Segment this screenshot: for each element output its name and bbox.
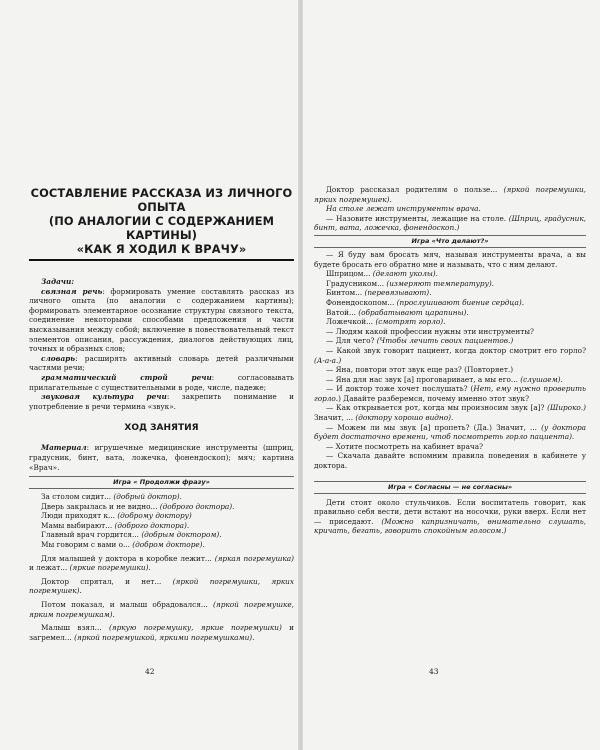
task-label: связная речь [41,286,103,296]
material-text: : игрушечные медицинские инструменты (шприц, градусник, бинт, вата, ложечка, фонендоскоп); мяч; картина «Врач». [29,443,294,472]
title-underline [29,259,294,261]
game-rule-bottom [29,488,294,489]
exercise-line: Ложечкой... (смотрят горло). [326,317,446,327]
exercise-line: Фонендоскопом... (прослушивают биение сердца). [326,297,525,307]
dialogue-line: — Яна, повтори этот звук еще раз? (Повторяет.) [326,365,514,375]
paragraph: Для малышей у доктора в коробке лежит... (яркая погремушка) и лежат... (яркие погремушки). [29,553,294,573]
dialogue-line: — Какой звук говорит пациент, когда доктор смотрит его горло? (А-а-а.) [314,345,586,365]
material-label: Материал [41,443,87,453]
dialogue-line: — Для чего? (Чтобы лечить своих пациентов.) [326,336,514,346]
exercise-line: Градусником... (измеряют температуру). [326,278,494,288]
exercise-line: За столом сидит... (добрый доктор). [41,492,182,502]
game-title-continue-phrase: Игра « Продолжи фразу» [113,478,210,487]
material-paragraph [29,443,294,472]
task-vocabulary [29,354,294,373]
exercise-line: Мы говорим с вами о... (добром докторе). [41,540,205,550]
chapter-title [29,186,294,256]
paragraph: Доктор спрятал, и нет... (яркой погремушки, ярких погремушек). [29,576,294,596]
title-line: «КАК Я ХОДИЛ К ВРАЧУ» [76,242,247,256]
exercise-line: Мамы выбирают... (доброго доктора). [41,520,190,530]
task-text: : расширять активный словарь детей различными частями речи; [29,353,294,373]
exercise-line: Люди приходят к... (доброму доктору) [41,511,192,521]
section-heading: ХОД ЗАНЯТИЯ [124,423,199,434]
exercise-line: Шприцом... (делают уколы). [326,269,438,279]
dialogue-line: — Яна для нас звук [а] проговаривает, а мы его... (слушаем). [326,374,563,384]
title-line: СОСТАВЛЕНИЕ РАССКАЗА ИЗ ЛИЧНОГО ОПЫТА [30,186,293,214]
paragraph: Дети стоят около стульчиков. Если воспитатель говорит, как правильно себя вести, дети встают на носочки, руки вверх. Если нет — приседают. (Можно капризничать, внимательно слушать, кричать, бегать, говорить спокойным голосом.) [314,497,586,536]
game-rule-bottom [314,247,586,248]
page-number-right: 43 [429,667,439,676]
task-sound [29,392,294,411]
task-label: словарь [41,353,76,363]
task-text: : согласовывать прилагательные с существительными в роде, числе, падеже; [29,372,294,392]
dialogue-line: — Хотите посмотреть на кабинет врача? [326,441,484,451]
right-page [300,0,600,750]
task-text: : закрепить понимание и употребление в речи термина «звук». [29,392,295,411]
exercise-line: Дверь закрылась и не видно... (доброго доктора). [41,501,235,511]
paragraph: Малыш взял... (яркую погремушку, яркие погремушки) и загремел... (яркой погремушкой, яркими погремушками). [29,623,294,642]
task-text: : формировать умение составлять рассказ из личного опыта (по аналогии с содержанием картины); формировать элементарное осознание структуры связного текста, соединение некоторыми способами предложения и части высказывания между собой; включение в повествовательный текст элементов описания, рассуждения, диалогов действующих лиц, точных и образных слов; [29,286,294,354]
exercise-line: Ватой... (обрабатывают царапины). [326,307,469,317]
tasks-heading: Задачи: [41,277,75,286]
exercise-line: Бинтом... (перевязывают). [326,288,432,298]
dialogue-line: — Как открывается рот, когда мы произносим звук [а]? (Широко.) Значит, ... (доктору хорошо видно). [314,403,586,423]
dialogue-line: — Скачала давайте вспомним правила поведения в кабинете у доктора. [314,451,586,471]
paragraph: — Я буду вам бросать мяч, называя инструменты врача, а вы будете бросать его обратно мне и называть, что с ним делают. [314,249,586,269]
task-label: грамматический строй речи [41,372,212,382]
paragraph: Доктор рассказал родителям о пользе... (яркой погремушки, ярких погремушек). [314,185,586,204]
paragraph: Потом показал, и малыш обрадовался... (яркой погремушке, ярким погремушкам). [29,600,295,619]
task-label: звуковая культура речи [41,392,167,402]
paragraph: — Назовите инструменты, лежащие на столе. (Шприц, градусник, бинт, вата, ложечка, фонендоскоп.) [314,213,586,233]
page-number-left: 42 [145,667,155,676]
title-line: (ПО АНАЛОГИИ С СОДЕРЖАНИЕМ КАРТИНЫ) [48,214,275,242]
task-connected-speech [29,287,294,354]
game-title-what-they-do: Игра «Что делают?» [411,236,489,245]
dialogue-line: — Людям какой профессии нужны эти инструменты? [326,326,534,336]
game-rule-bottom [314,493,586,494]
exercise-line: Главный врач гордится... (добрым доктором). [41,530,222,540]
dialogue-line: — Можем ли мы звук [а] пропеть? (Да.) Значит, ... (у доктора будет достаточно времени, чтоб посмотреть горло пациента). [314,422,586,442]
task-grammar [29,373,294,392]
dialogue-line: — И доктор тоже хочет послушать? (Нет, ему нужно проверить горло.) Давайте разберемся, почему именно этот звук? [314,384,586,403]
paragraph: На столе лежат инструменты врача. [326,204,481,214]
game-title-agree-disagree: Игра « Согласны — не согласны» [387,482,513,491]
